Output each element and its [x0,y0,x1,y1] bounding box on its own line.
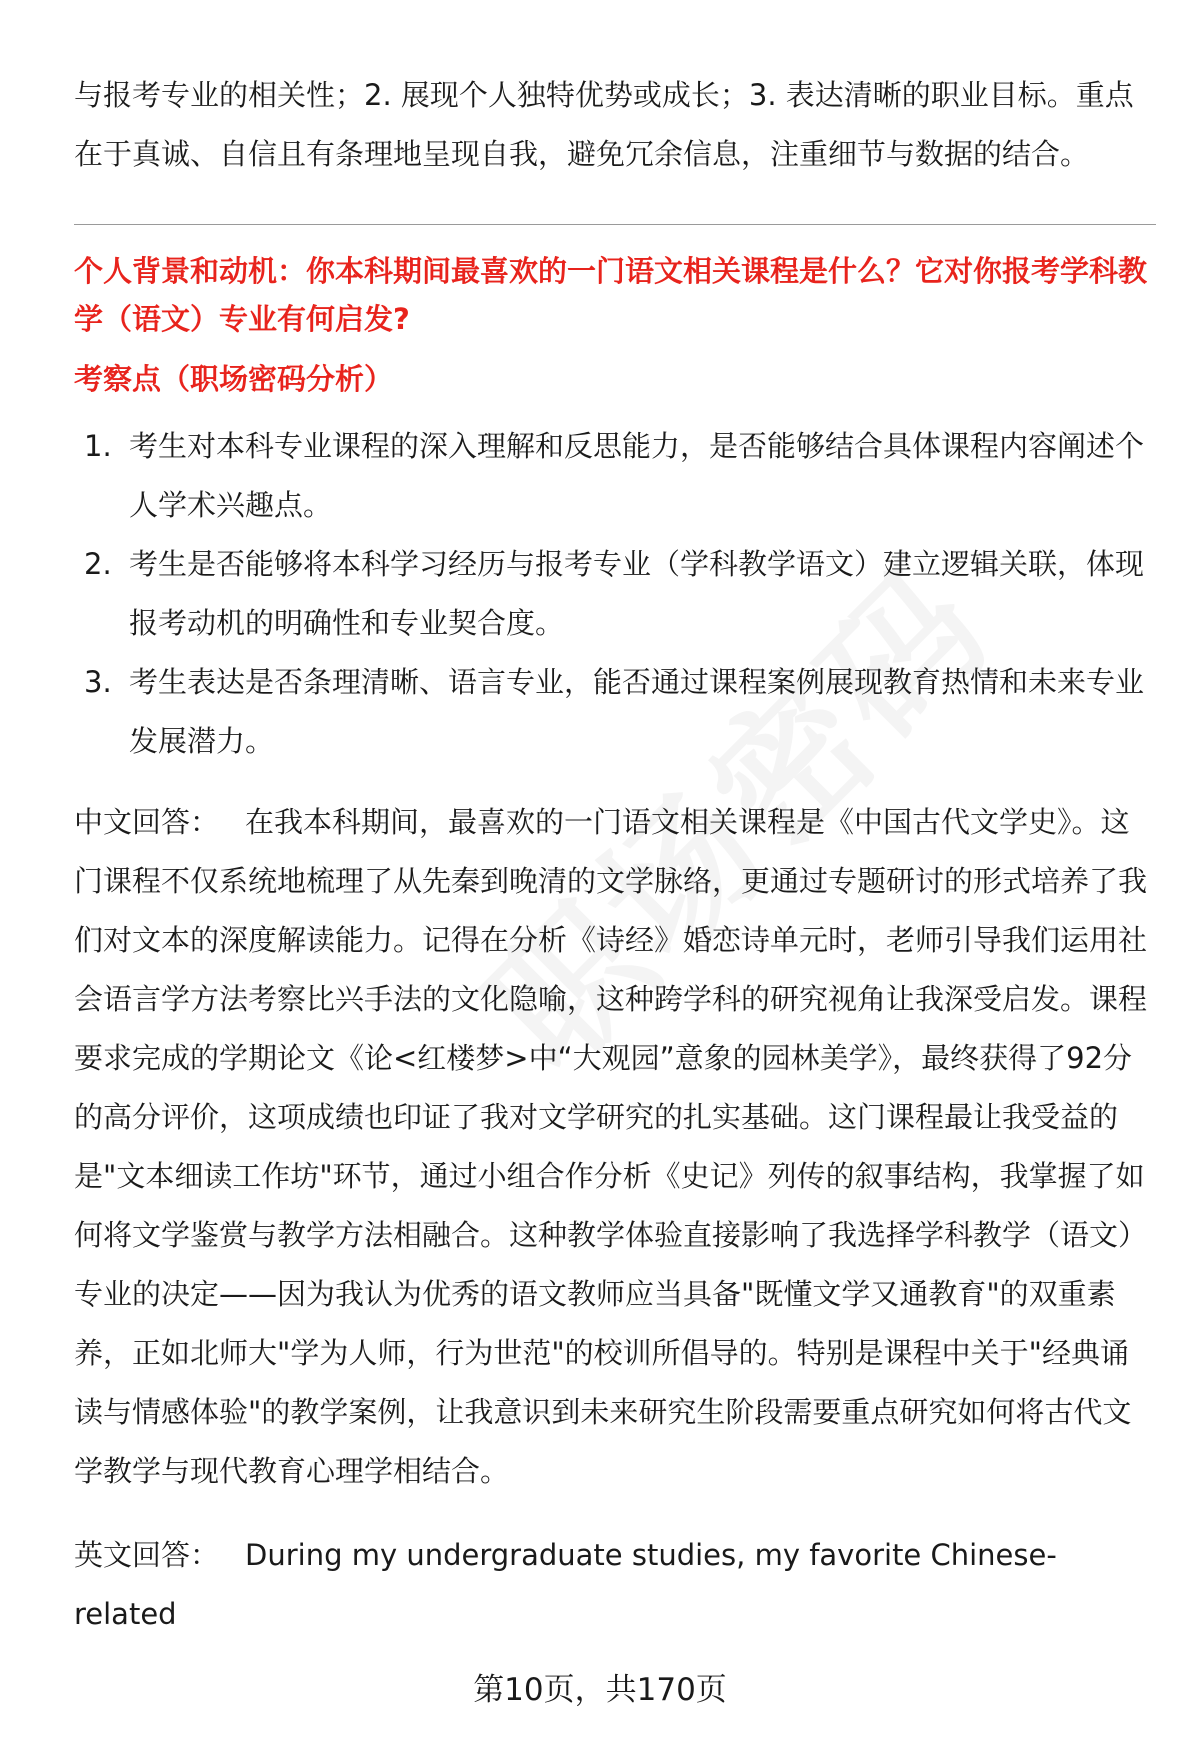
focus-point [74,653,1156,771]
section-divider [74,224,1156,225]
focus-points-list [74,417,1156,771]
page-indicator: 第10页，共170页 [473,1672,727,1708]
english-answer-label: 英文回答： [74,1538,220,1572]
focus-heading: 考察点（职场密码分析） [74,362,394,396]
chinese-answer [74,793,1156,1501]
focus-point-text: 考生是否能够将本科学习经历与报考专业（学科教学语文）建立逻辑关联，体现报考动机的明确性和专业契合度。 [129,547,1145,640]
question-title: 个人背景和动机：你本科期间最喜欢的一门语文相关课程是什么？它对你报考学科教学（语文）专业有何启发? [74,254,1148,336]
focus-point-number: 3. [84,665,112,699]
document-body [74,66,1156,1644]
focus-point-text: 考生表达是否条理清晰、语言专业，能否通过课程案例展现教育热情和未来专业发展潜力。 [129,665,1145,758]
english-answer [74,1526,1156,1644]
focus-point [74,417,1156,535]
intro-paragraph: 与报考专业的相关性；2. 展现个人独特优势或成长；3. 表达清晰的职业目标。重点在于真诚、自信且有条理地呈现自我，避免冗余信息，注重细节与数据的结合。 [74,78,1134,171]
focus-point-text: 考生对本科专业课程的深入理解和反思能力，是否能够结合具体课程内容阐述个人学术兴趣点。 [129,429,1145,522]
focus-point [74,535,1156,653]
focus-point-number: 1. [84,429,112,463]
chinese-answer-text: 在我本科期间，最喜欢的一门语文相关课程是《中国古代文学史》。这门课程不仅系统地梳理了从先秦到晚清的文学脉络，更通过专题研讨的形式培养了我们对文本的深度解读能力。记得在分析《诗经》婚恋诗单元时，老师引导我们运用社会语言学方法考察比兴手法的文化隐喻，这种跨学科的研究视角让我深受启发。课程要求完成的学期论文《论<红楼梦>中“大观园”意象的园林美学》，最终获得了92分的高分评价，这项成绩也印证了我对文学研究的扎实基础。这门课程最让我受益的是"文本细读工作坊"环节，通过小组合作分析《史记》列传的叙事结构，我掌握了如何将文学鉴赏与教学方法相融合。这种教学体验直接影响了我选择学科教学（语文）专业的决定——因为我认为优秀的语文教师应当具备"既懂文学又通教育"的双重素养，正如北师大"学为人师，行为世范"的校训所倡导的。特别是课程中关于"经典诵读与情感体验"的教学案例，让我意识到未来研究生阶段需要重点研究如何将古代文学教学与现代教育心理学相结合。 [74,805,1148,1488]
chinese-answer-label: 中文回答： [74,805,220,839]
focus-point-number: 2. [84,547,112,581]
english-answer-text: During my undergraduate studies, my favorite Chinese-related [74,1538,1057,1631]
